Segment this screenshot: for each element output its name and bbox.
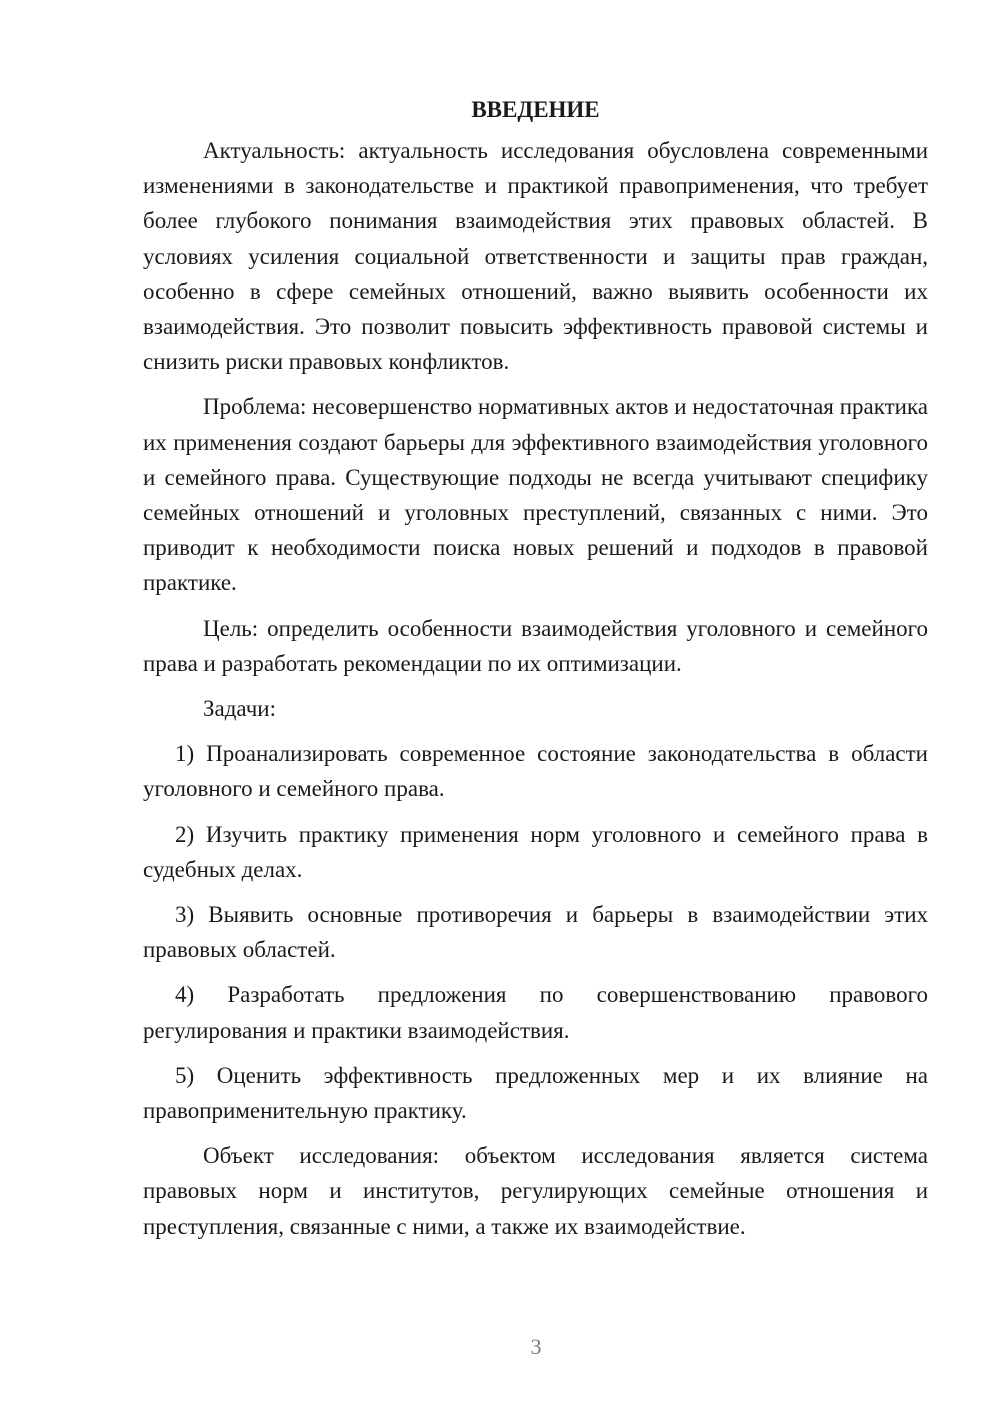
task-item: 5) Оценить эффективность предложенных мер и их влияние на правоприменительную практику. (143, 1062, 928, 1124)
task-item: 2) Изучить практику применения норм уголовного и семейного права в судебных делах. (143, 821, 928, 882)
tasks-title: Задачи: (203, 696, 276, 722)
task-item: 1) Проанализировать современное состояние законодательства в области уголовного и семейного права. (143, 741, 928, 802)
goal-paragraph: Цель: определить особенности взаимодействия уголовного и семейного права и разработать рекомендации по их оптимизации. (143, 615, 928, 676)
task-item: 3) Выявить основные противоречия и барьеры в взаимодействии этих правовых областей. (143, 902, 928, 963)
section-heading: ВВЕДЕНИЕ (471, 97, 600, 122)
relevance-paragraph: Актуальность: актуальность исследования обусловлена современными изменениями в законодательстве и практикой правоприменения, что требует более глубокого понимания взаимодействия этих правовых областей. В условиях усиления социальной ответственности и защиты прав граждан, особенно в сфере семейных отношений, важно выявить особенности их взаимодействия. Это позволит повысить эффективность правовой системы и снизить риски правовых конфликтов. (143, 138, 928, 375)
page-number: 3 (530, 1334, 542, 1359)
page-content (143, 92, 928, 1244)
object-paragraph: Объект исследования: объектом исследования является система правовых норм и институтов, регулирующих семейные отношения и преступления, связанные с ними, а также их взаимодействие. (143, 1143, 928, 1239)
task-item: 4) Разработать предложения по совершенствованию правового регулирования и практики взаимодействия. (143, 982, 928, 1043)
problem-paragraph: Проблема: несовершенство нормативных актов и недостаточная практика их применения создают барьеры для эффективного взаимодействия уголовного и семейного права. Существующие подходы не всегда учитывают специфику семейных отношений и уголовных преступлений, связанных с ними. Это приводит к необходимости поиска новых решений и подходов в правовой практике. (143, 394, 928, 596)
